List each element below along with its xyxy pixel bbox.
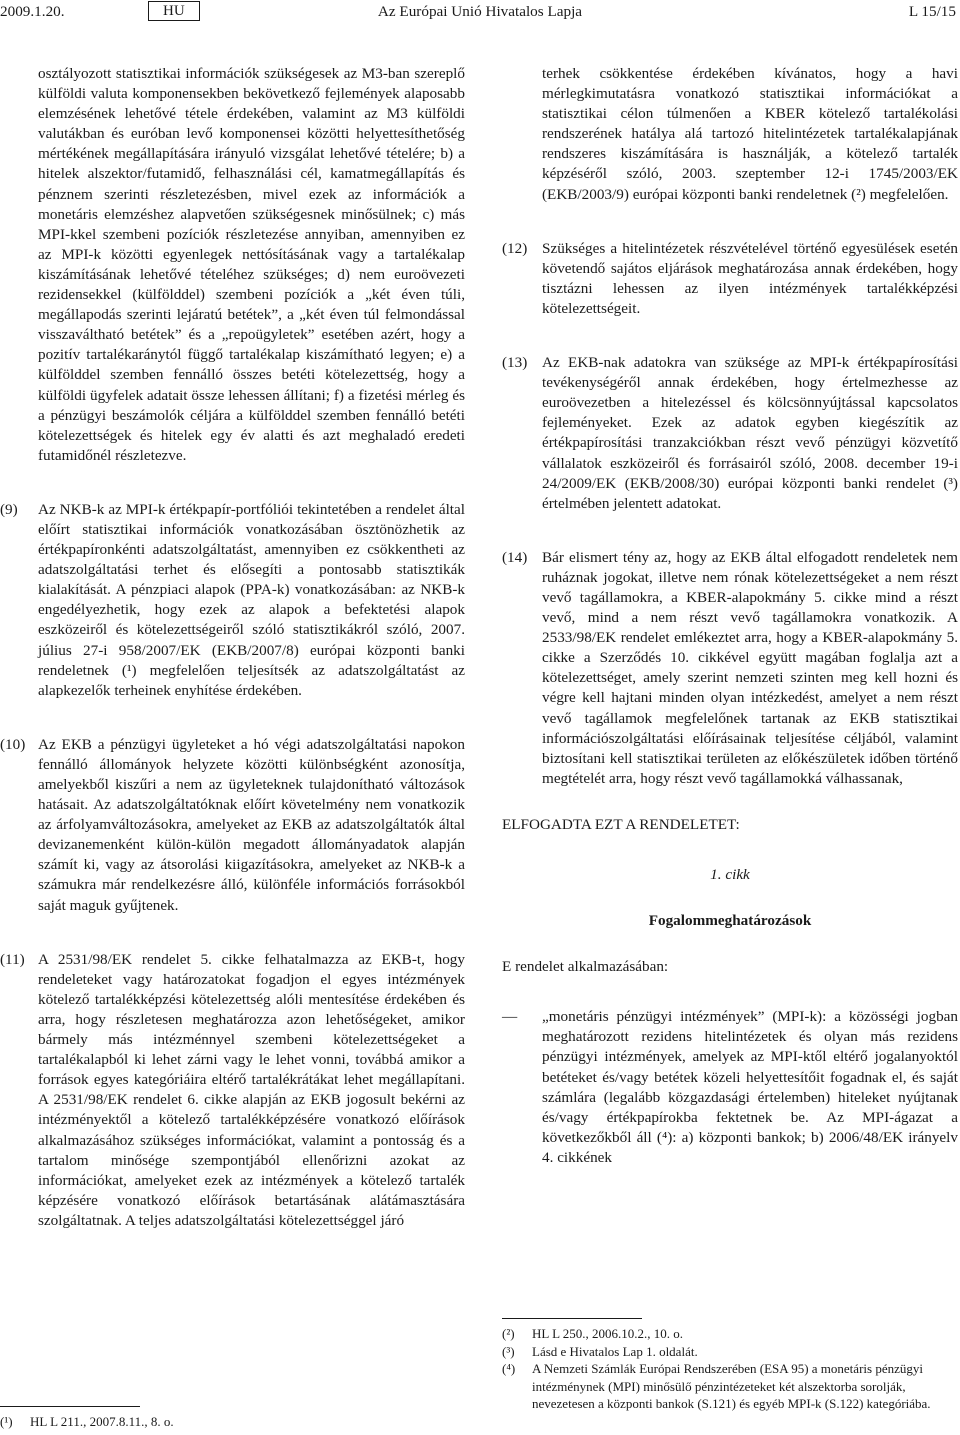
recital-number: (9) [0,500,18,518]
header-language-box: HU [148,1,200,21]
recital-number: (14) [502,548,528,566]
article-intro: E rendelet alkalmazásában: [502,958,669,976]
footnote-mark: (¹) [0,1414,13,1429]
footnote-mark: (³) [502,1343,515,1359]
adoption-statement: ELFOGADTA EZT A RENDELETET: [502,815,740,833]
recital-11-continuation [502,64,958,205]
definition-text: „monetáris pénzügyi intézmények” (MPI-k): a közösségi jogban meghatározott rezidens hitelintézetek és olyan más rezidens pénzügyi intézmények, amelyek az MPI-ktől eltérő jogalanyoktól betéteket és/vagy betétek közeli helyettesítőit fogadnak el, és saját számlára (legalább közgazdasági értelemben) hiteleket nyújtanak és/vagy értékpapírokba fektetnek be. Az MPI-ágazat a következőkből áll (⁴): a) központi bankok; b) 2006/48/EK irányelv 4. cikkének [542,1008,958,1166]
article-number: 1. cikk [710,866,750,883]
footnote-text: HL L 250., 2006.10.2., 10. o. [532,1326,684,1341]
footnote-4 [502,1360,958,1413]
recital-text: Bár elismert tény az, hogy az EKB által elfogadott rendeletek nem ruháznak jogokat, illetve nem rónak kötelezettségeket a nem részt vevő tagállamokra, a KBER-alapokmány 5. cikke mind a részt vevő, mind a nem részt vevő tagállamokra vonatkozik. A 2533/98/EK rendelet emlékeztet arra, hogy a KBER-alapokmány 5. cikke a Szerződés 10. cikkével együtt magában foglalja azt a kötelezettséget, amely szerint nemzeti szinten meg kell hozni és végre kell hajtani minden olyan intézkedést, amelyet a nem részt vevő tagállamok megfelelőnek tartanak az EKB statisztikai információszolgáltatási előírásainak teljesítése céljából, valamint biztosítani kell statisztikai területen az előkészületek időben történő megtételét arra, hogy részt vevő tagállamokká válhassanak, [542,548,958,787]
recital-continuation-text: terhek csökkentése érdekében kívánatos, hogy a havi mérlegkimutatásra vonatkozó statisztikai információkat a statisztikai célon túlmenően a KBER kötelező tartalékolási rendszerének hatálya alá tartozó hitelintézetek tartalékalapjának rendszeres kiszámítására is használják, a kötelező tartalék képzéséről szóló, 2003. szeptember 12-i 1745/2003/EK (EKB/2003/9) európai központi banki rendeletnek (²) megfelelően. [542,65,958,203]
footnotes-right [502,1325,958,1413]
footnote-2 [502,1325,958,1343]
recital-14 [502,548,958,789]
recital-continuation-text: osztályozott statisztikai információk szükségesek az M3-ban szereplő külföldi valuta komponensekben bekövetkező fejlemények alaposabb elemzésének lehetővé tétele érdekében, valamint az M3 külföldi valutákban és euróban levő komponensei közötti helyettesíthetőség mértékének megállapítására irányuló vizsgálat lehetővé tételére; b) a hitelek alszektor/futamidő, felhasználási cél, kamatmegállapítás és pénznem szerinti részletezésben, mivel ezek az információk a monetáris elemzéshez alapvetően szükségesnek minősülnek; c) más MPI-kkel szembeni pozíciók részletezése annyiban, amennyiben ez az MPI-k közötti egyenlegek nettósításának vagy a tartalékalap kiszámításának lehetővé tételéhez szükséges; d) nem euroövezeti rezidensekkel (külfölddel) szembeni pozíciók a „két éven túli, megállapodás szerinti lejáratú betétek”, a „két éven túl felmondással visszaváltható betétek” és a „repoügyletek” esetében azért, hogy a pozitív tartalékaránytól függő tartalékalap kiszámítható legyen; e) a külfölddel szemben fennálló összes betéti kötelezettség, hogy a külföldi ügyfelek adatait össze lehessen állítani; f) a fizetési mérleg és a pénzügyi beszámolók céljára a külfölddel szemben fennálló betéti kötelezettségek és hitelek egy év alatti és azt meghaladó eredeti futamidőnél részletezve. [38,65,465,464]
recital-text: A 2531/98/EK rendelet 5. cikke felhatalmazza az EKB-t, hogy rendeleteket vagy határozatokat fogadjon el egyes intézmények kötelező tartalékképzési kötelezettség alóli mentesítése érdekében és arra, hogy részletesen meghatározza azon lehetőségeket, amikor bármely más intézménnyel szembeni kötelezettségeket a tartalékalapból ki lehet zárni vagy le lehet vonni, továbbá amikor a források egyes kategóriáira eltérő tartalékrátákat lehet megállapítani. A 2531/98/EK rendelet 6. cikke alapján az EKB jogosult bekérni az intézményektől a kötelező tartalékképzésére vonatkozó előírások alkalmazásához szükséges információkat, valamint a pontosság és a tartalom minősége szempontjából ellenőrizni azokat az információkat, amelyeket ezek az intézmények a kötelező tartalék képzésére vonatkozó előírások betartásának alátámasztására szolgáltatnak. A teljes adatszolgáltatási kötelezettséggel járó [38,950,465,1229]
footnote-mark: (⁴) [502,1361,516,1376]
left-column [0,64,465,1231]
recital-text: Az EKB a pénzügyi ügyleteket a hó végi adatszolgáltatási napokon fennálló állományok helyzete közötti különbségként azonosítja, amelyekből kiszűri a nem az ügyleteknek tulajdonítható változások hatásait. Az adatszolgáltatóknak előírt követelmény nem vonatkozik az árfolyamváltozásokra, amelyeket az EKB az adatszolgáltatók által devizanemenként külön-külön megadott állományadatok alapján számít ki, vagy az átsorolási kiigazításokra, amelyeket az NKB-k a számukra már rendelkezésre álló, különféle információs forrásokból saját maguk gyűjtenek. [38,735,465,914]
footnote-separator-left [0,1406,140,1407]
recital-continuation [0,64,465,466]
recital-number: (10) [0,735,26,753]
recital-12 [502,239,958,319]
recital-number: (12) [502,239,528,257]
header-date: 2009.1.20. [0,3,65,20]
right-column [502,64,958,1168]
header-journal-title: Az Európai Unió Hivatalos Lapja [377,3,583,20]
recital-11 [0,950,465,1231]
footnote-mark: (²) [502,1326,515,1341]
footnote-separator-right [502,1318,642,1319]
recital-number: (11) [0,950,25,968]
recital-13 [502,353,958,514]
article-title: Fogalommeghatározások [648,912,812,930]
footnote-text: A Nemzeti Számlák Európai Rendszerében (ESA 95) a monetáris pénzügyi intézménynek (MPI) minősülő pénzintézeteket két alszektorba sorolják, nevezetesen a központi bankok (S.121) és egyéb MPI-k (S.122) kategóriába. [532,1361,931,1411]
definition-item [502,1007,958,1168]
recital-9 [0,500,465,701]
recital-number: (13) [502,354,528,372]
footnote-text: Lásd e Hivatalos Lap 1. oldalát. [532,1343,698,1359]
footnote-text: HL L 211., 2007.8.11., 8. o. [30,1414,174,1429]
recital-text: Az NKB-k az MPI-k értékpapír-portfóliói tekintetében a rendelet által előírt statisztikai információk vonatkozásában ösztönözhetik az értékpapíronkénti adatszolgáltatást, amennyiben ez csökkentheti az adatszolgáltatási terhet és elősegíti a pontosabb statisztikák kialakítását. A pénzpiaci alapok (PPA-k) vonatkozásában: az NKB-k engedélyezhetik, hogy ezek az alapok a befektetési alapok eszközeiről és kötelezettségeiről szóló statisztikákról szóló, 2007. július 27-i 958/2007/EK (EKB/2007/8) európai központi banki rendeletnek (¹) megfelelően teljesítsék az adatszolgáltatást az alapkezelők terheinek enyhítése érdekében. [38,500,465,699]
recital-10 [0,735,465,916]
footnote-1 [0,1413,465,1430]
footnote-3 [502,1343,958,1361]
recital-text: Szükséges a hitelintézetek részvételével történő egyesülések esetén követendő sajátos eljárások meghatározása annak érdekében, hogy tisztázni lehessen az ilyen intézmények tartalékképzési kötelezettségeit. [542,239,958,317]
page-header [0,0,960,30]
recital-text: Az EKB-nak adatokra van szüksége az MPI-k értékpapírosítási tevékenységéről annak érdekében, hogy értelmezhesse az euroövezetben a hitelezéssel és kölcsönnyújtással kapcsolatos fejleményeket. Ezek az adatok egyben kiegészítik az értékpapírosítási tranzakciókban részt vevő pénzügyi közvetítő vállalatok eszközeiről és forrásairól szóló, 2008. december 19-i 24/2009/EK (EKB/2008/30) európai központi banki rendelet (³) értelmében jelentett adatokat. [542,354,958,512]
dash-marker: — [502,1008,518,1026]
header-page-number: L 15/15 [908,3,956,20]
